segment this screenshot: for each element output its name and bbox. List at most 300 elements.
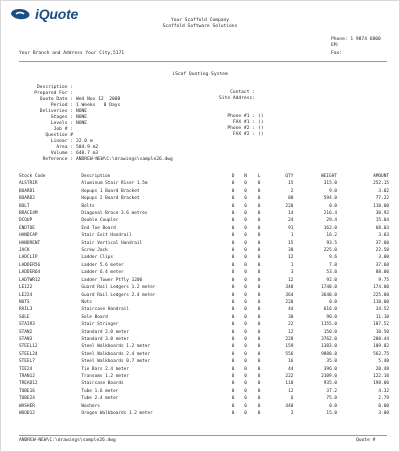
table-header-row [19, 173, 389, 180]
cell-stock-code: RAIL3 [19, 307, 33, 313]
detail-label: Job # : [53, 127, 73, 132]
cell-stock-code: JACK [19, 248, 30, 254]
brand-name: iQuote [35, 6, 79, 22]
cell-amount: 2.79 [378, 396, 389, 402]
cell-amount: 4.32 [378, 388, 389, 394]
cell-qty: 24 [288, 218, 294, 224]
cell-qty: 2 [290, 188, 294, 194]
cell-weight: 162.0 [323, 225, 337, 231]
detail-value: ANDREW-NEW\C:\drawings\sample26.dwg [76, 157, 173, 162]
cell-weight: 1155.0 [321, 322, 337, 328]
cell-stock-code: BOARD2 [19, 196, 35, 202]
cell-n: 0 [244, 255, 247, 261]
cell-d: 0 [231, 255, 235, 261]
cell-stock-code: TREAD12 [19, 381, 38, 387]
detail-value: Wed Nov 12 2008 [76, 97, 121, 102]
cell-amount: 34.52 [375, 307, 389, 313]
cell-l: 0 [257, 240, 261, 246]
cell-l: 0 [257, 233, 261, 239]
cell-weight: 2109.0 [321, 373, 337, 379]
cell-qty: 1 [290, 262, 294, 268]
cell-qty: 159 [285, 344, 294, 350]
cell-n: 0 [244, 299, 247, 305]
contact-label: Phone #2 : [227, 126, 255, 131]
table-row [19, 269, 389, 276]
cell-d: 0 [231, 307, 235, 313]
cell-l: 0 [257, 277, 261, 283]
cell-stock-code: STAN2 [19, 329, 33, 335]
cell-description: Guard Rail Ledgers 1.2 meter [81, 285, 156, 291]
cell-qty: 44 [288, 307, 294, 313]
cell-qty: 3 [290, 270, 294, 276]
table-row [19, 321, 389, 328]
cell-l: 0 [257, 292, 261, 298]
cell-stock-code: BOLT [19, 203, 30, 209]
cell-amount: 280.44 [373, 336, 389, 342]
cell-weight: 53.0 [326, 270, 337, 276]
detail-label: Quote Date : [39, 97, 73, 102]
contact-value [255, 102, 258, 107]
cell-stock-code: ENDTOE [19, 225, 35, 231]
cell-stock-code: TUBE24 [19, 396, 35, 402]
table-row [19, 329, 389, 336]
cell-stock-code: BRACE4M [19, 211, 38, 217]
cell-n: 0 [244, 277, 247, 283]
cell-description: Ladder 5.6 meter [81, 262, 124, 268]
cell-stock-code: WOOD12 [19, 411, 35, 416]
col-description: Description [81, 174, 111, 179]
cell-d: 0 [231, 299, 235, 305]
cell-l: 0 [257, 411, 261, 416]
system-title: iScaf Quoting System [172, 72, 228, 77]
cell-amount: 3.03 [378, 233, 389, 239]
table-row [19, 217, 389, 224]
table-row [19, 366, 389, 373]
cell-amount: 20.48 [375, 366, 389, 372]
table-row [19, 232, 389, 239]
detail-value [73, 85, 76, 90]
cell-n: 0 [244, 396, 247, 402]
cell-d: 0 [231, 240, 235, 246]
cell-amount: 30.92 [375, 211, 389, 217]
cell-amount: 10.50 [375, 329, 389, 335]
cell-stock-code: STEEL24 [19, 351, 38, 357]
cell-d: 0 [231, 314, 235, 320]
cell-description: Standard 2.0 meter [81, 329, 129, 335]
cell-weight: 594.0 [323, 196, 337, 202]
cell-stock-code: STEEL7 [19, 359, 35, 365]
cell-qty: 364 [285, 292, 294, 298]
cell-qty: 228 [285, 336, 294, 342]
cell-description: Tube 2.4 meter [81, 396, 119, 402]
cell-n: 0 [244, 285, 247, 291]
cell-stock-code: BOARD1 [19, 188, 35, 194]
cell-d: 0 [231, 403, 235, 409]
cell-amount: 3.00 [378, 255, 389, 261]
cell-d: 0 [231, 181, 235, 187]
cell-d: 0 [231, 285, 235, 291]
company-phone: Phone: 1 9874 6800 [331, 37, 381, 42]
cell-d: 0 [231, 373, 235, 379]
cell-l: 0 [257, 329, 261, 335]
cell-description: Standard 3.0 meter [81, 336, 129, 342]
cell-l: 0 [257, 307, 261, 313]
cell-l: 0 [257, 366, 261, 372]
table-row [19, 373, 389, 380]
footer-drawing-path: ANDREW-NEW\C:\drawings\sample26.dwg [19, 438, 116, 443]
stock-items-table [19, 173, 389, 417]
cell-qty: 12 [288, 255, 294, 261]
table-row [19, 262, 389, 269]
cell-n: 0 [244, 336, 247, 342]
contact-label: Phone #1 : [227, 114, 255, 119]
footer-divider [19, 435, 387, 436]
table-row [19, 343, 389, 350]
detail-label: Period : [50, 103, 73, 108]
detail-label: Deliveries : [39, 109, 73, 114]
cell-stock-code: ALSTRIR [19, 181, 38, 187]
table-row [19, 180, 389, 187]
cell-d: 0 [231, 248, 235, 254]
contact-value: () [258, 126, 264, 131]
cell-description: Double Coupler [81, 218, 119, 224]
detail-value [73, 133, 76, 138]
cell-weight: 93.5 [326, 240, 337, 246]
cell-weight: 1740.0 [321, 285, 337, 291]
company-fax: Fax: [331, 51, 343, 56]
cell-n: 0 [244, 329, 247, 335]
footer-quote-number: Quote # [356, 438, 376, 443]
cell-l: 0 [257, 299, 261, 305]
cell-qty: 222 [285, 373, 294, 379]
cell-qty: 12 [288, 388, 294, 394]
cell-n: 0 [244, 218, 247, 224]
table-row [19, 358, 389, 365]
cell-weight: 15.0 [326, 411, 337, 416]
company-email: EM: [331, 43, 340, 48]
cell-description: Staircase Handrail [81, 307, 129, 313]
cell-d: 0 [231, 270, 235, 276]
cell-d: 0 [231, 211, 235, 217]
cell-qty: 1 [290, 233, 294, 239]
contact-value [255, 96, 258, 101]
cell-amount: 562.75 [373, 351, 389, 357]
detail-value: NONE [76, 115, 88, 120]
cell-n: 0 [244, 262, 247, 268]
cell-qty: 110 [285, 381, 294, 387]
table-row [19, 336, 389, 343]
cell-description: Stair Stringer [81, 322, 119, 328]
cell-description: Transoms 1.2 meter [81, 373, 129, 379]
cell-n: 0 [244, 188, 247, 194]
cell-d: 0 [231, 344, 235, 350]
cell-stock-code: LADDER64 [19, 270, 41, 276]
cell-d: 0 [231, 218, 235, 224]
cell-weight: 1383.0 [321, 344, 337, 350]
cell-weight: 3762.0 [321, 336, 337, 342]
cell-qty: 15 [288, 240, 294, 246]
cell-qty: 14 [288, 211, 294, 217]
cell-qty: 2 [290, 411, 294, 416]
cell-n: 0 [244, 270, 247, 276]
cell-amount: 5.40 [378, 359, 389, 365]
cell-stock-code: LE224 [19, 292, 33, 298]
table-row [19, 403, 389, 410]
detail-label: Stages : [50, 115, 73, 120]
cell-n: 0 [244, 196, 247, 202]
cell-d: 0 [231, 203, 235, 209]
cell-l: 0 [257, 218, 261, 224]
company-name: Your Scaffold Company [170, 18, 230, 23]
cell-l: 0 [257, 396, 261, 402]
cell-qty: 16 [288, 359, 294, 365]
table-row [19, 247, 389, 254]
cell-weight: 35.0 [326, 359, 337, 365]
cell-l: 0 [257, 359, 261, 365]
table-row [19, 395, 389, 402]
cell-stock-code: SOLE [19, 314, 30, 320]
cell-weight: 0.0 [329, 403, 337, 409]
cell-stock-code: HANDRENT [19, 240, 41, 246]
table-row [19, 388, 389, 395]
cell-d: 0 [231, 196, 235, 202]
cell-weight: 315.0 [323, 181, 337, 187]
cell-n: 0 [244, 203, 247, 209]
cell-n: 0 [244, 240, 247, 246]
cell-qty: 220 [285, 299, 294, 305]
cell-l: 0 [257, 262, 261, 268]
detail-label: Question # [45, 133, 73, 138]
detail-label: Reference : [42, 157, 73, 162]
cell-n: 0 [244, 225, 247, 231]
cell-stock-code: STAN3 [19, 336, 33, 342]
cell-description: Steel Walkboards 0.7 meter [81, 359, 151, 365]
cell-l: 0 [257, 203, 261, 209]
cell-l: 0 [257, 344, 261, 350]
cell-n: 0 [244, 359, 247, 365]
detail-label: Description : [37, 85, 73, 90]
cell-amount: 9.75 [378, 277, 389, 283]
cell-stock-code: TRAN12 [19, 373, 35, 379]
detail-value [73, 91, 76, 96]
cell-d: 0 [231, 188, 235, 194]
table-row [19, 299, 389, 306]
contact-label: FAX #2 : [232, 132, 255, 137]
cell-stock-code: DCOUP [19, 218, 33, 224]
cell-n: 0 [244, 351, 247, 357]
cell-d: 0 [231, 277, 235, 283]
cell-d: 0 [231, 388, 235, 394]
cell-amount: 109.02 [373, 344, 389, 350]
cell-description: Bolts [81, 203, 95, 209]
cell-amount: 37.60 [375, 262, 389, 268]
cell-amount: 77.22 [375, 196, 389, 202]
table-body [19, 180, 389, 417]
cell-d: 0 [231, 322, 235, 328]
cell-amount: 107.52 [373, 322, 389, 328]
cell-n: 0 [244, 344, 247, 350]
cell-stock-code: NUTS [19, 299, 30, 305]
cell-weight: 9.6 [329, 255, 337, 261]
table-row [19, 380, 389, 387]
cell-weight: 29.4 [326, 218, 337, 224]
cell-amount: 225.00 [373, 292, 389, 298]
cell-amount: 110.00 [373, 299, 389, 305]
cell-qty: 12 [288, 329, 294, 335]
detail-value: 1 Weeks 0 Days [76, 103, 121, 108]
detail-value [73, 127, 76, 132]
cell-amount: 174.00 [373, 285, 389, 291]
cell-n: 0 [244, 307, 247, 313]
cell-stock-code: TUBE16 [19, 388, 35, 394]
cell-description: Tube 1.6 meter [81, 388, 119, 394]
detail-label: Area : [56, 145, 73, 150]
cell-description: Steel Walkboards 2.4 meter [81, 351, 151, 357]
cell-n: 0 [244, 381, 247, 387]
cell-description: Ladder Clips [81, 255, 114, 261]
cell-weight: 9880.0 [321, 351, 337, 357]
detail-value: NONE [76, 109, 88, 114]
cell-l: 0 [257, 322, 261, 328]
detail-label: Levels : [50, 121, 73, 126]
cell-l: 0 [257, 351, 261, 357]
cell-n: 0 [244, 411, 247, 416]
cell-d: 0 [231, 381, 235, 387]
cell-weight: 396.0 [323, 366, 337, 372]
cell-amount: 3.02 [378, 188, 389, 194]
table-row [19, 277, 389, 284]
table-row [19, 240, 389, 247]
cell-qty: 30 [288, 314, 294, 320]
cell-weight: 3640.0 [321, 292, 337, 298]
cell-l: 0 [257, 285, 261, 291]
cell-n: 0 [244, 388, 247, 394]
cell-description: End Toe Board [81, 225, 116, 231]
cell-stock-code: HANDCAP [19, 233, 38, 239]
cell-amount: 88.00 [375, 270, 389, 276]
cell-l: 0 [257, 270, 261, 276]
contact-row [199, 132, 264, 138]
table-row [19, 210, 389, 217]
cell-amount: 122.10 [373, 373, 389, 379]
cell-weight: 935.0 [323, 381, 337, 387]
cell-d: 0 [231, 366, 235, 372]
cell-weight: 0.0 [329, 203, 337, 209]
contact-value [255, 108, 258, 113]
cell-weight: 75.0 [326, 396, 337, 402]
cell-qty: 15 [288, 181, 294, 187]
cell-weight: 225.0 [323, 248, 337, 254]
cell-d: 0 [231, 262, 235, 268]
cell-stock-code: STEEL12 [19, 344, 38, 350]
cell-n: 0 [244, 314, 247, 320]
cell-description: Aluminum Stair Riser 1.5m [81, 181, 148, 187]
cell-amount: 252.15 [373, 181, 389, 187]
table-row [19, 188, 389, 195]
contact-label: Contact : [230, 90, 255, 95]
cell-l: 0 [257, 381, 261, 387]
cell-stock-code: LADCLIP [19, 255, 38, 261]
cell-stock-code: LADTWR12 [19, 277, 41, 283]
header-divider [19, 61, 387, 62]
cell-amount: 68.03 [375, 225, 389, 231]
cell-qty: 12 [288, 277, 294, 283]
col-stock-code: Stock Code [19, 174, 46, 179]
cell-amount: 3.00 [378, 411, 389, 416]
cell-d: 0 [231, 359, 235, 365]
detail-label: Linear : [50, 139, 73, 144]
cell-description: Stair Exit Handrail [81, 233, 132, 239]
cell-description: Ladder Tower Ptfly 1200 [81, 277, 143, 283]
cell-description: Stair Vertical Handrail [81, 240, 143, 246]
cell-n: 0 [244, 366, 247, 372]
table-row [19, 410, 389, 417]
contact-label: FAX #1 : [232, 120, 255, 125]
cell-l: 0 [257, 314, 261, 320]
cell-n: 0 [244, 248, 247, 254]
cell-description: Diagonal Brace 3.6 metres [81, 211, 148, 217]
cell-l: 0 [257, 373, 261, 379]
cell-qty: 44 [288, 366, 294, 372]
table-row [19, 306, 389, 313]
cell-description: Steel Walkboards 1.2 meter [81, 344, 151, 350]
cell-amount: 110.00 [373, 203, 389, 209]
detail-row [19, 157, 173, 163]
table-row [19, 284, 389, 291]
contact-value: () [258, 114, 264, 119]
detail-value: 22.0 m [76, 139, 93, 144]
cell-n: 0 [244, 403, 247, 409]
table-row [19, 351, 389, 358]
table-row [19, 314, 389, 321]
detail-label: Volume : [50, 151, 73, 156]
detail-value: 504.9 m2 [76, 145, 99, 150]
cell-description: Hopups 2 Board Bracket [81, 196, 140, 202]
cell-qty: 22 [288, 322, 294, 328]
cell-qty: 348 [285, 285, 294, 291]
cell-weight: 216.4 [323, 211, 337, 217]
cell-amount: 11.10 [375, 314, 389, 320]
table-row [19, 254, 389, 261]
company-address: Your Branch and Address Your City,5171 [19, 51, 125, 56]
cell-d: 0 [231, 292, 235, 298]
col-l: L [257, 174, 261, 179]
table-row [19, 195, 389, 202]
cell-n: 0 [244, 233, 247, 239]
cell-qty: 6 [290, 396, 294, 402]
detail-value: NONE [76, 121, 88, 126]
cell-d: 0 [231, 336, 235, 342]
col-qty: QTY [285, 174, 294, 179]
cell-weight: 616.0 [323, 307, 337, 313]
table-row [19, 203, 389, 210]
cell-description: Hopups 1 Board Bracket [81, 188, 140, 194]
cell-description: Sole Board [81, 314, 108, 320]
cell-l: 0 [257, 211, 261, 217]
contact-label: Site Address: [219, 96, 255, 101]
cell-stock-code: WASHER [19, 403, 35, 409]
cell-d: 0 [231, 329, 235, 335]
cell-n: 0 [244, 373, 247, 379]
cell-weight: 90.0 [326, 314, 337, 320]
cell-weight: 16.2 [326, 233, 337, 239]
detail-label: Prepared For : [34, 91, 73, 96]
cell-qty: 91 [288, 225, 294, 231]
cell-l: 0 [257, 181, 261, 187]
cell-l: 0 [257, 388, 261, 394]
cell-description: Oregon Walkboards 1.2 meter [81, 411, 153, 416]
cell-description: Guard Rail Ledgers 2.4 meter [81, 292, 156, 298]
